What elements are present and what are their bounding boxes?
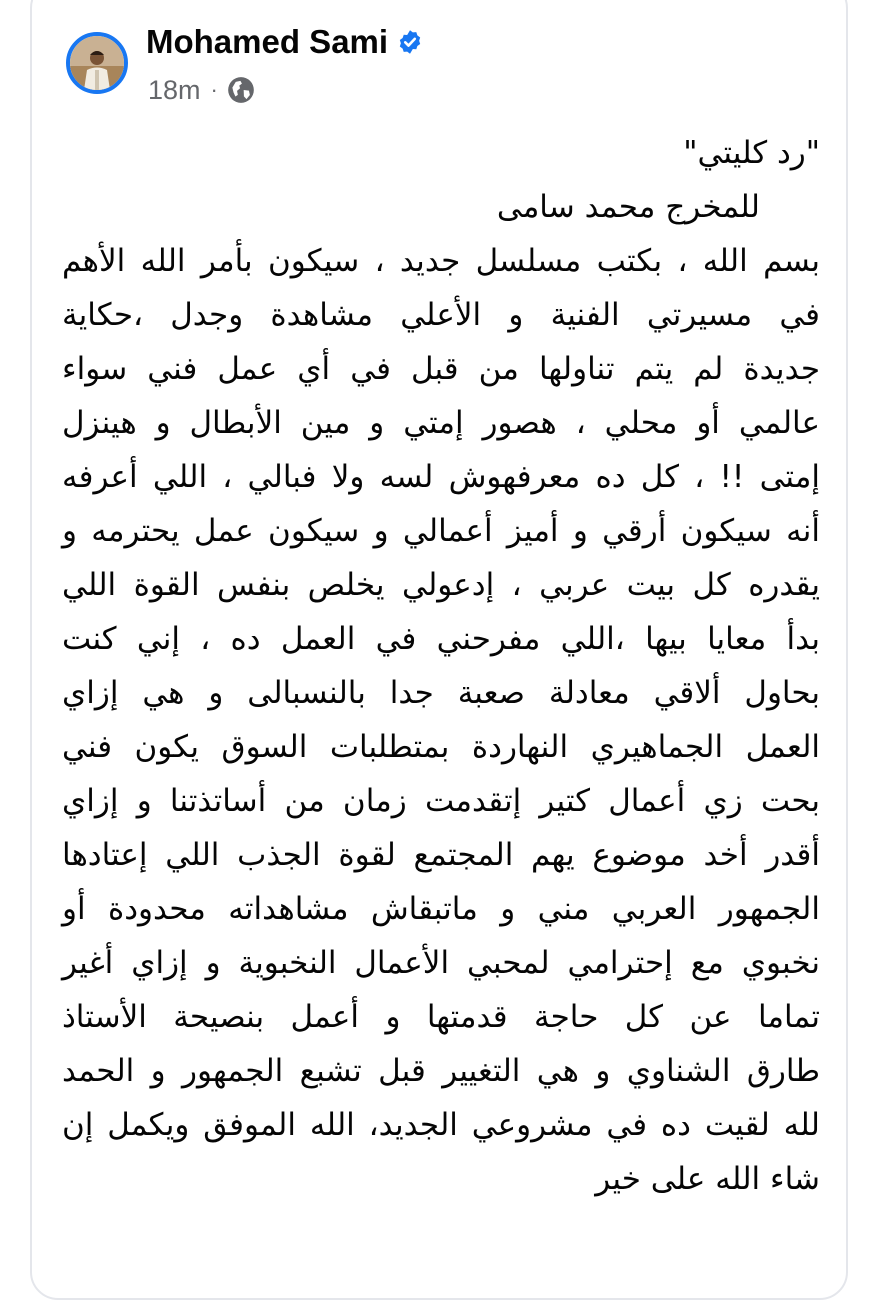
body-line: إمتى !! ، كل ده معرفهوش لسه ولا فبالي ، اللي أعرفه [62, 459, 820, 495]
meta-separator: · [210, 77, 218, 102]
body-line: يقدره كل بيت عربي ، إدعولي يخلص بنفس القوة اللي [62, 567, 820, 603]
body-line: تماما عن كل حاجة قدمتها و أعمل بنصيحة الأستاذ [62, 999, 820, 1035]
body-line: أقدر أخد موضوع يهم المجتمع لقوة الجذب اللي إعتادها [62, 837, 820, 873]
body-line: بحاول ألاقي معادلة صعبة جدا بالنسبالى و هي إزاي [62, 675, 820, 711]
body-line: العمل الجماهيري النهاردة بمتطلبات السوق يكون فني [62, 729, 820, 765]
post-text [62, 126, 820, 1206]
body-line: بحت زي أعمال كتير إتقدمت زمان من أساتذتنا و إزاي [62, 783, 820, 819]
body-line: لله لقيت ده في مشروعي الجديد، الله الموفق ويكمل إن [62, 1107, 820, 1143]
post-meta [148, 70, 255, 110]
author-name[interactable]: Mohamed Sami [146, 23, 389, 60]
post-header [146, 16, 423, 68]
body-line: طارق الشناوي و هي التغيير قبل تشبع الجمهور و الحمد [62, 1053, 820, 1089]
body-line: في مسيرتي الفنية و الأعلي مشاهدة وجدل ،حكاية [62, 297, 820, 333]
globe-icon[interactable] [227, 76, 255, 104]
body-line: شاء الله على خير [595, 1161, 820, 1197]
verified-badge-icon [397, 29, 423, 55]
body-line: عالمي أو محلي ، هصور إمتي و مين الأبطال و هينزل [62, 405, 820, 441]
body-line: نخبوي مع إحترامي لمحبي الأعمال النخبوية و إزاي أغير [62, 945, 820, 981]
timestamp[interactable]: 18m [148, 74, 201, 105]
post-subtitle: للمخرج محمد سامى [496, 189, 760, 225]
body-line: بدأ معايا بيها ،اللي مفرحني في العمل ده ، إني كنت [62, 621, 820, 657]
body-line: الجمهور العربي مني و ماتبقاش مشاهداته محدودة أو [62, 891, 820, 927]
body-line: بسم الله ، بكتب مسلسل جديد ، سيكون بأمر الله الأهم [62, 243, 820, 279]
post-title: "رد كليتي" [683, 135, 820, 171]
body-line: أنه سيكون أرقي و أميز أعمالي و سيكون عمل يحترمه و [62, 513, 820, 549]
body-line: جديدة لم يتم تناولها من قبل في أي عمل فني سواء [62, 351, 820, 387]
avatar[interactable] [66, 32, 128, 94]
avatar-photo-icon [70, 36, 124, 90]
